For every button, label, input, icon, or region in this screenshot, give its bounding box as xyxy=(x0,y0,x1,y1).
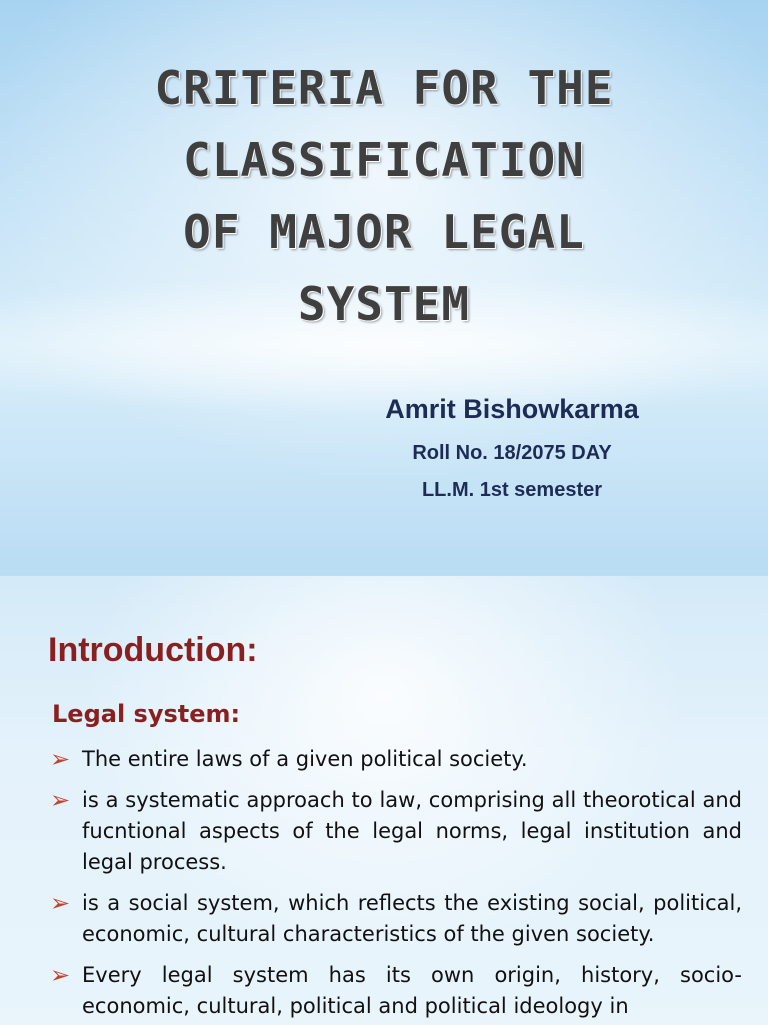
arrow-bullet-icon: ➢ xyxy=(50,889,71,917)
intro-heading: Introduction: xyxy=(48,631,258,669)
list-item xyxy=(50,960,742,1022)
author-name: Amrit Bishowkarma xyxy=(385,394,639,424)
legal-system-subheading xyxy=(52,700,240,728)
bullet-text: The entire laws of a given political society. xyxy=(82,747,528,771)
arrow-bullet-icon: ➢ xyxy=(50,786,71,814)
bullet-text: is a social system, which reflects the existing social, political, economic, cultural characteristics of the given society. xyxy=(82,891,742,946)
introduction-slide xyxy=(0,575,768,1025)
subheading-text: Legal system xyxy=(52,700,231,728)
bullet-text: Every legal system has its own origin, history, socio-economic, cultural, political and political ideology in xyxy=(82,963,742,1018)
title-line: SYSTEM xyxy=(297,277,471,331)
bullet-text: is a systematic approach to law, comprising all theorotical and fucntional aspects of the legal norms, legal institution and legal process. xyxy=(82,788,742,874)
bullet-list xyxy=(50,744,742,1025)
arrow-bullet-icon: ➢ xyxy=(50,745,71,773)
semester: LL.M. 1st semester xyxy=(421,479,603,501)
subheading-colon: : xyxy=(230,700,241,728)
arrow-bullet-icon: ➢ xyxy=(50,961,71,989)
title-line: CLASSIFICATION xyxy=(183,133,585,187)
title-line: CRITERIA FOR THE xyxy=(154,61,614,115)
list-item xyxy=(50,785,742,878)
title-line: OF MAJOR LEGAL xyxy=(183,205,585,259)
slide-title xyxy=(0,52,768,340)
list-item xyxy=(50,888,742,950)
roll-number: Roll No. 18/2075 DAY xyxy=(412,442,612,464)
list-item xyxy=(50,744,742,775)
